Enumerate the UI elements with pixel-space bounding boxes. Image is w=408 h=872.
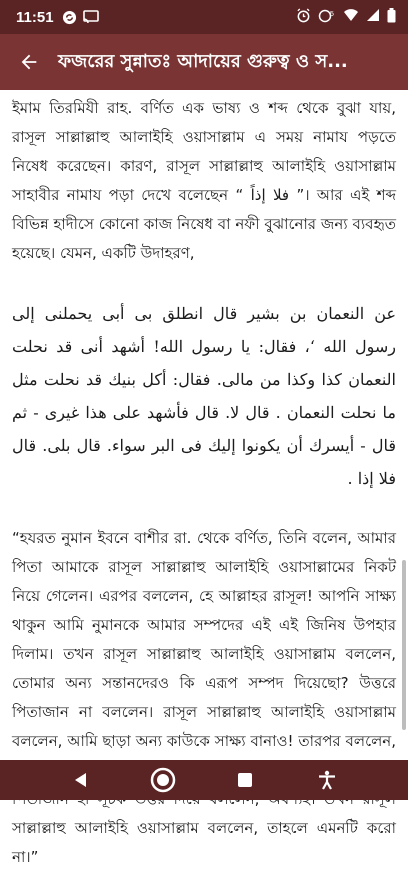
accessibility-icon [318,770,336,790]
recents-square-icon [237,772,253,788]
arrow-left-icon [18,51,40,73]
status-time: 11:51 [16,8,54,26]
spacer [12,268,396,297]
arabic-hadith: عن النعمان بن بشير قال انطلق بى أبى يحملنى إلى رسول الله ‘، فقال: يا رسول الله! أشهد أنى قد نحلت النعمان كذا وكذا من مالى. فقال: أكل بنيك قد نحلت مثل ما نحلت النعمان . قال لا. قال فأشهد على هذا غيرى - ثم قال - أيسرك أن يكونوا إليك فى البر سواء. قال بلى. قال فلا إذا . [12,304,396,488]
article-content[interactable] [0,90,408,866]
page-title: ফজরের সুন্নাতঃ আদায়ের গুরুত্ব ও স... [58,50,348,72]
nav-home-button[interactable] [143,760,183,800]
system-nav-bar [0,760,408,800]
status-bar [0,0,408,34]
back-button[interactable] [0,34,58,90]
cast-icon [83,10,99,24]
nav-back-button[interactable] [61,760,101,800]
app-bar [0,34,408,90]
data-icon [318,8,336,27]
sync-icon [62,10,77,25]
svg-text:5: 5 [330,10,334,18]
signal-icon [366,8,380,26]
alarm-icon [296,8,311,27]
nav-recents-button[interactable] [225,760,265,800]
battery-icon [387,8,396,27]
nav-accessibility-button[interactable] [307,760,347,800]
status-icons [296,8,396,27]
paragraph-translation: “হযরত নুমান ইবনে বাশীর রা. থেকে বর্ণিত, তিনি বলেন, আমার পিতা আমাকে রাসূল সাল্লাল্লাহু আলাইহি ওয়াসাল্লামের নিকট নিয়ে গেলেন। এরপর বললেন, হে আল্লাহর রাসূল! আপনি সাক্ষ্য থাকুন আমি নুমানকে আমার সম্পদের এই এই জিনিষ উপহার দিলাম। তখন রাসূল সাল্লাল্লাহু আলাইহি ওয়াসাল্লাম বললেন, তোমার অন্য সন্তানদেরও কি এরূপ সম্পদ দিয়েছো? উত্তরে পিতাজান না বললেন। রাসূল সাল্লাল্লাহু আলাইহি ওয়াসাল্লাম বললেন, আমি ছাড়া অন্য কাউকে সাক্ষ্য বানাও! তারপর বললেন, সাল্লাল্লাহু আলাইহি ওয়াসাল্লাম বললেন, তাহলে এমনটি করো না।” [12,529,396,866]
scrollbar[interactable] [402,560,406,730]
home-circle-icon [150,767,176,793]
back-triangle-icon [73,772,89,788]
wifi-icon [343,8,359,26]
paragraph-intro: ইমাম তিরমিযী রাহ. বর্ণিত এক ভাষ্য ও শব্দ থেকে বুঝা যায়, রাসূল সাল্লাল্লাহু আলাইহি ওয়াসাল্লাম এ সময় নামায পড়তে নিষেধ করেছেন। কারণ, রাসূল সাল্লাল্লাহু আলাইহি ওয়াসাল্লাম সাহাবীর নামায পড়া দেখে বলেছেন “ فلا إذاً ”। আর এই শব্দ বিভিন্ন হাদীসে কোনো কাজ নিষেধ বা নফী বুঝানোর জন্য ব্যবহৃত হয়েছে। যেমন, একটি উদাহরণ, [12,99,397,262]
spacer [12,495,396,524]
